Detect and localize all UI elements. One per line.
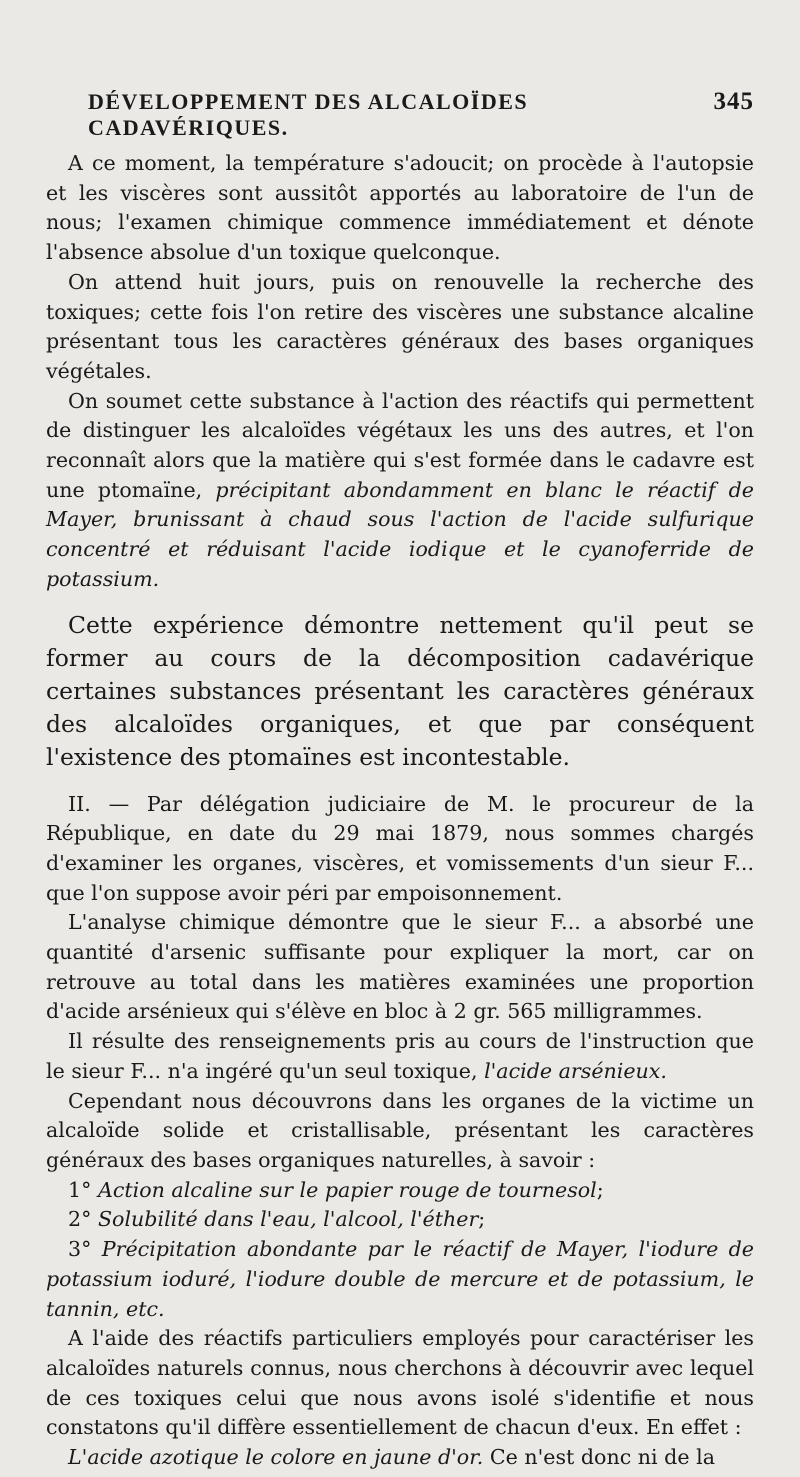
list-item-2-number: 2° xyxy=(68,1207,92,1232)
page-number: 345 xyxy=(713,88,754,115)
paragraph-7 xyxy=(46,1027,754,1086)
paragraph-7-italic: l'acide arsénieux. xyxy=(484,1058,667,1083)
page-content xyxy=(46,88,754,1473)
paragraph-8: Cependant nous découvrons dans les organes de la victime un alcaloïde solide et cristallisable, présentant les caractères généraux des bases organiques naturelles, à savoir : xyxy=(46,1088,754,1172)
paragraph-5: II. — Par délégation judiciaire de M. le procureur de la République, en date du 29 mai 1879, nous sommes chargés d'examiner les organes, viscères, et vomissements d'un sieur F... que l'on suppose avoir péri par empoisonnement. xyxy=(46,791,754,905)
list-item-2-end: ; xyxy=(478,1207,486,1232)
paragraph-2: On attend huit jours, puis on renouvelle la recherche des toxiques; cette fois l'on retire des viscères une substance alcaline présentant tous les caractères généraux des bases organiques végétales. xyxy=(46,269,754,383)
paragraph-9: A l'aide des réactifs particuliers employés pour caractériser les alcaloïdes naturels connus, nous cherchons à découvrir avec lequel de ces toxiques celui que nous avons isolé s'identifie et nous constatons qu'il diffère essentiellement de chacun d'eux. En effet : xyxy=(46,1326,754,1440)
paragraph-6: L'analyse chimique démontre que le sieur F... a absorbé une quantité d'arsenic suffisante pour expliquer la mort, car on retrouve au total dans les matières examinées une proportion d'acide arsénieux qui s'élève en bloc à 2 gr. 565 milligrammes. xyxy=(46,910,754,1024)
paragraph-10-text: Ce n'est donc ni de la xyxy=(483,1445,715,1470)
list-item-1-number: 1° xyxy=(68,1177,92,1202)
list-item-1 xyxy=(46,1176,754,1206)
list-item-3 xyxy=(46,1235,754,1324)
paragraph-1: A ce moment, la température s'adoucit; on procède à l'autopsie et les viscères sont aussitôt apportés au laboratoire de l'un de nous; l'examen chimique commence immédiatement et dénote l'absence absolue d'un toxique quelconque. xyxy=(46,151,754,265)
paragraph-4-conclusion: Cette expérience démontre nettement qu'il peut se former au cours de la décomposition cadavérique certaines substances présentant les caractères généraux des alcaloïdes organiques, et que par conséquent l'existence des ptomaïnes est incontestable. xyxy=(46,610,754,771)
list-item-3-number: 3° xyxy=(68,1237,92,1262)
running-title: DÉVELOPPEMENT DES ALCALOÏDES CADAVÉRIQUES. xyxy=(88,89,529,140)
list-item-3-text: Précipitation abondante par le réactif de Mayer, l'iodure de potassium ioduré, l'iodure double de mercure et de potassium, le tannin, etc. xyxy=(46,1237,754,1321)
paragraph-3 xyxy=(46,387,754,595)
list-item-1-end: ; xyxy=(596,1177,604,1202)
list-item-2 xyxy=(46,1205,754,1235)
paragraph-10 xyxy=(46,1443,754,1473)
property-list xyxy=(46,1176,754,1325)
list-item-1-text: Action alcaline sur le papier rouge de tournesol xyxy=(97,1177,597,1202)
list-item-2-text: Solubilité dans l'eau, l'alcool, l'éther xyxy=(97,1207,479,1232)
paragraph-3-text: On soumet cette substance à l'action des réactifs qui permettent de distinguer les alcaloïdes végétaux les uns des autres, et l'on reconnaît alors que la matière qui s'est formée dans le cadavre est une ptomaïne, xyxy=(46,388,754,502)
paragraph-10-italic: L'acide azotique le colore en jaune d'or. xyxy=(68,1445,484,1470)
paragraph-3-italic: précipitant abondamment en blanc le réactif de Mayer, brunissant à chaud sous l'action de l'acide sulfurique concentré et réduisant l'acide iodique et le cyanoferride de potassium. xyxy=(46,477,754,591)
paragraph-7-text: Il résulte des renseignements pris au cours de l'instruction que le sieur F... n'a ingéré qu'un seul toxique, xyxy=(46,1029,754,1083)
running-header xyxy=(46,88,754,141)
